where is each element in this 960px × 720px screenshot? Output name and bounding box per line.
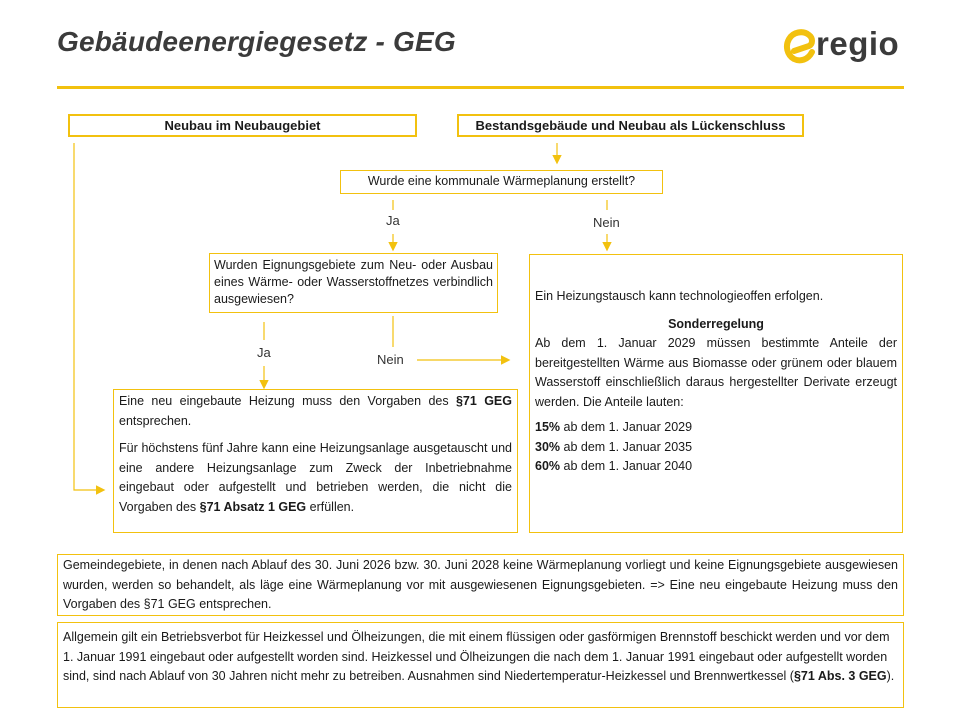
anteil-item-3 bbox=[535, 457, 897, 477]
anteil-item-2 bbox=[535, 438, 897, 458]
anteil-pct-3: 60% bbox=[535, 459, 561, 473]
note-betriebsverbot-box bbox=[57, 622, 904, 708]
neubau-box bbox=[68, 114, 417, 137]
note-betriebsverbot-end: ). bbox=[886, 669, 895, 683]
result-neubau-p2-end: erfüllen. bbox=[306, 499, 355, 514]
question-eignungsgebiete-box bbox=[209, 253, 498, 313]
sonderregelung-heading: Sonderregelung bbox=[668, 316, 764, 331]
anteil-date-2: ab dem 1. Januar 2035 bbox=[560, 439, 693, 454]
note-betriebsverbot-text: Allgemein gilt ein Betriebsverbot für Heizkessel und Ölheizungen, die mit einem flüssigen oder gasförmigen Brennstoff beschickt werden und vor dem 1. Januar 1991 eingebaut oder aufgestellt worden sind. Heizkessel und Ölheizungen die nach dem 1. Januar 1991 eingebaut oder aufgestellt worden sind, sind nach Ablauf von 30 Jahren nicht mehr zu betreiben. Ausnahmen sind Niedertemperatur-Heizkessel und Brennwertkessel ( bbox=[63, 630, 890, 683]
result-neubau-p1-end: entsprechen. bbox=[119, 413, 192, 428]
result-intro: Ein Heizungstausch kann technologieoffen erfolgen. bbox=[535, 289, 824, 303]
question-eignungsgebiete-text: Wurden Eignungsgebiete zum Neu- oder Ausbau eines Wärme- oder Wasserstoffnetzes verbindlich ausgewiesen? bbox=[214, 258, 493, 306]
anteil-date-3: ab dem 1. Januar 2040 bbox=[560, 459, 693, 473]
result-neubau-p2-bold: §71 Absatz 1 GEG bbox=[199, 499, 307, 514]
sonderregelung-body: Ab dem 1. Januar 2029 müssen bestimmte Anteile der bereitgestellten Wärme aus Biomasse oder grünem oder blauem Wasserstoff einschließlich daraus hergestellter Derivate erzeugt werden. Die Anteile lauten: bbox=[535, 336, 897, 409]
result-neubau-para-2 bbox=[119, 439, 512, 517]
neubau-label: Neubau im Neubaugebiet bbox=[164, 118, 321, 133]
label-nein-2: Nein bbox=[377, 352, 404, 367]
bestand-box bbox=[457, 114, 804, 137]
result-neubau-para-1 bbox=[119, 392, 512, 431]
anteil-pct-2: 30% bbox=[535, 439, 561, 454]
result-neubau-p1-bold: §71 GEG bbox=[455, 394, 512, 408]
anteil-item-1 bbox=[535, 418, 897, 438]
logo-text: regio bbox=[816, 25, 900, 62]
arrow-neubau-to-result bbox=[74, 143, 103, 490]
question-waermeplanung-text: Wurde eine kommunale Wärmeplanung erstellt? bbox=[367, 174, 636, 188]
page-title: Gebäudeenergiegesetz - GEG bbox=[57, 26, 456, 57]
question-waermeplanung-box bbox=[340, 170, 663, 194]
label-nein-1: Nein bbox=[593, 215, 620, 230]
anteil-pct-1: 15% bbox=[535, 420, 561, 434]
note-gemeindegebiete-box bbox=[57, 554, 904, 616]
result-neubau-box bbox=[113, 389, 518, 533]
result-neubau-p2-text: Für höchstens fünf Jahre kann eine Heizungsanlage ausgetauscht und eine andere Heizungsanlage zum Zweck der Inbetriebnahme eingebaut oder aufgestellt und betrieben werden, die nicht die Vorgaben des bbox=[119, 441, 512, 514]
result-technologieoffen-box bbox=[529, 254, 903, 533]
label-ja-2: Ja bbox=[257, 345, 271, 360]
anteil-date-1: ab dem 1. Januar 2029 bbox=[560, 420, 693, 434]
label-ja-1: Ja bbox=[386, 213, 400, 228]
note-betriebsverbot-bold: §71 Abs. 3 GEG bbox=[793, 669, 887, 683]
bestand-label: Bestandsgebäude und Neubau als Lückenschluss bbox=[475, 118, 786, 133]
note-gemeindegebiete-text: Gemeindegebiete, in denen nach Ablauf des 30. Juni 2026 bzw. 30. Juni 2028 keine Wärmeplanung vorliegt und keine Eignungsgebiete ausgewiesen wurden, werden so behandelt, als läge eine Wärmeplanung vor mit ausgewiesenen Eignungsgebieten. => Eine neu eingebaute Heizung muss den Vorgaben des §71 GEG entsprechen. bbox=[63, 558, 898, 611]
result-neubau-p1-text: Eine neu eingebaute Heizung muss den Vorgaben des bbox=[119, 394, 456, 408]
